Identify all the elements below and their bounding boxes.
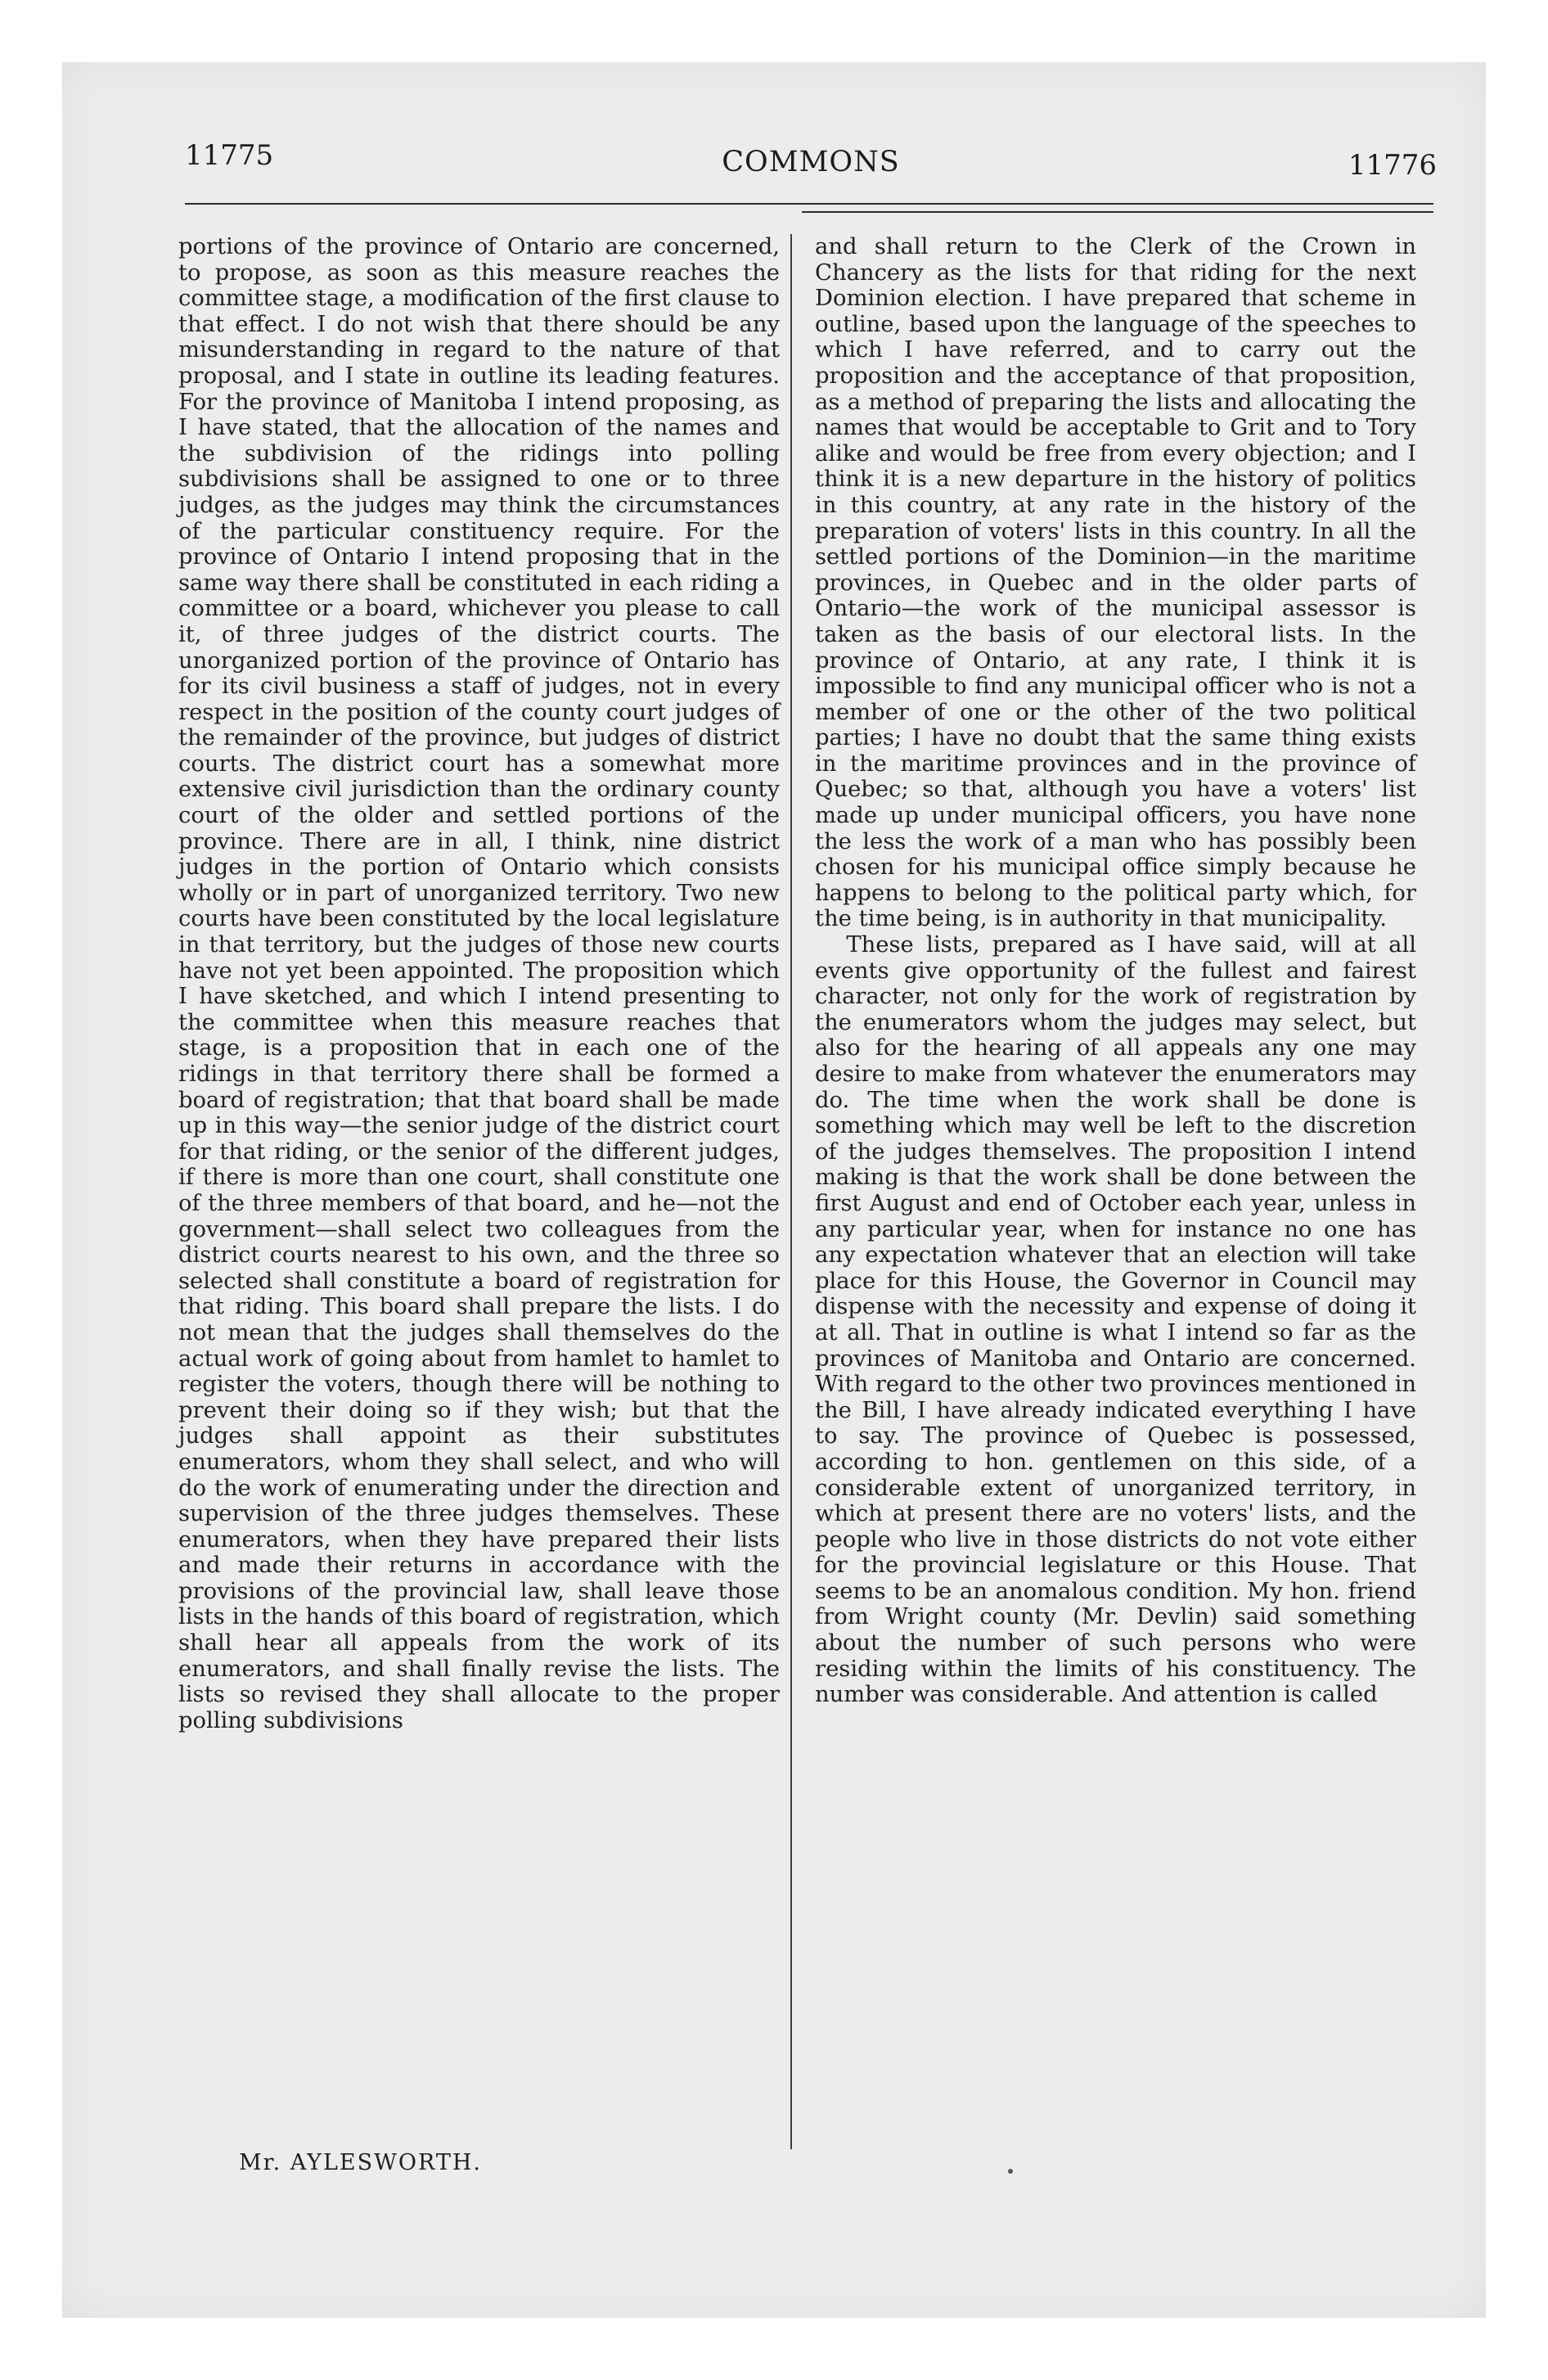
- left-paragraph: portions of the province of Ontario are concerned, to propose, as soon as this measure reaches the committee stage, a modification of the first clause to that effect. I do not wish that there should be any misunderstanding in regard to the nature of that proposal, and I state in outline its leading features. For the province of Manitoba I intend proposing, as I have stated, that the allocation of the names and the subdivision of the ridings into polling subdivisions shall be assigned to one or to three judges, as the judges may think the circumstances of the particular constituency require. For the province of Ontario I intend proposing that in the same way there shall be constituted in each riding a committee or a board, whichever you please to call it, of three judges of the district courts. The unorganized portion of the province of Ontario has for its civil business a staff of judges, not in every respect in the position of the county court judges of the remainder of the province, but judges of district courts. The district court has a somewhat more extensive civil jurisdiction than the ordinary county court of the older and settled portions of the province. There are in all, I think, nine district judges in the portion of Ontario which consists wholly or in part of unorganized territory. Two new courts have been constituted by the local legislature in that territory, but the judges of those new courts have not yet been appointed. The proposition which I have sketched, and which I intend presenting to the committee when this measure reaches that stage, is a proposition that in each one of the ridings in that territory there shall be formed a board of registration; that that board shall be made up in this way—the senior judge of the district court for that riding, or the senior of the different judges, if there is more than one court, shall constitute one of the three members of that board, and he—not the government—shall select two colleagues from the district courts nearest to his own, and the three so selected shall constitute a board of registration for that riding. This board shall prepare the lists. I do not mean that the judges shall themselves do the actual work of going about from hamlet to hamlet to register the voters, though there will be nothing to prevent their doing so if they wish; but that the judges shall appoint as their substitutes enumerators, whom they shall select, and who will do the work of enumerating under the direction and supervision of the three judges themselves. These enumerators, when they have prepared their lists and made their returns in accordance with the provisions of the provincial law, shall leave those lists in the hands of this board of registration, which shall hear all appeals from the work of its enumerators, and shall finally revise the lists. The lists so revised they shall allocate to the proper polling subdivisions: [178, 234, 780, 1733]
- print-mark: [1008, 2169, 1013, 2174]
- right-paragraph-2: These lists, prepared as I have said, will at all events give opportunity of the fullest and fairest character, not only for the work of registration by the enumerators whom the judges may select, but also for the hearing of all appeals any one may desire to make from whatever the enumerators may do. The time when the work shall be done is something which may well be left to the discretion of the judges themselves. The proposition I intend making is that the work shall be done between the first August and end of October each year, unless in any particular year, when for instance no one has any expectation whatever that an election will take place for this House, the Governor in Council may dispense with the necessity and expense of doing it at all. That in outline is what I intend so far as the provinces of Manitoba and Ontario are concerned. With regard to the other two provinces mentioned in the Bill, I have already indicated everything I have to say. The province of Quebec is possessed, according to hon. gentlemen on this side, of a considerable extent of unorganized territory, in which at present there are no voters' lists, and the people who live in those districts do not vote either for the provincial legislature or this House. That seems to be an anomalous condition. My hon. friend from Wright county (Mr. Devlin) said something about the number of such persons who were residing within the limits of his constituency. The number was considerable. And attention is called: [815, 932, 1416, 1708]
- right-paragraph-1: and shall return to the Clerk of the Crown in Chancery as the lists for that riding for the next Dominion election. I have prepared that scheme in outline, based upon the language of the speeches to which I have referred, and to carry out the proposition and the acceptance of that proposition, as a method of preparing the lists and allocating the names that would be acceptable to Grit and to Tory alike and would be free from every objection; and I think it is a new departure in the history of politics in this country, at any rate in the history of the preparation of voters' lists in this country. In all the settled portions of the Dominion—in the maritime provinces, in Quebec and in the older parts of Ontario—the work of the municipal assessor is taken as the basis of our electoral lists. In the province of Ontario, at any rate, I think it is impossible to find any municipal officer who is not a member of one or the other of the two political parties; I have no doubt that the same thing exists in the maritime provinces and in the province of Quebec; so that, although you have a voters' list made up under municipal officers, you have none the less the work of a man who has possibly been chosen for his municipal office simply because he happens to belong to the political party which, for the time being, is in authority in that municipality.: [815, 234, 1416, 932]
- page-header: [185, 137, 1437, 187]
- speaker-signature: Mr. AYLESWORTH.: [239, 2150, 482, 2175]
- page-number-right: 11776: [1348, 149, 1437, 182]
- header-rule-secondary: [802, 211, 1433, 213]
- left-column: [178, 234, 780, 1733]
- right-column: [815, 234, 1416, 1708]
- running-title: COMMONS: [722, 146, 900, 178]
- header-rule: [185, 203, 1433, 205]
- column-divider: [790, 234, 792, 2149]
- page-number-left: 11775: [185, 139, 274, 172]
